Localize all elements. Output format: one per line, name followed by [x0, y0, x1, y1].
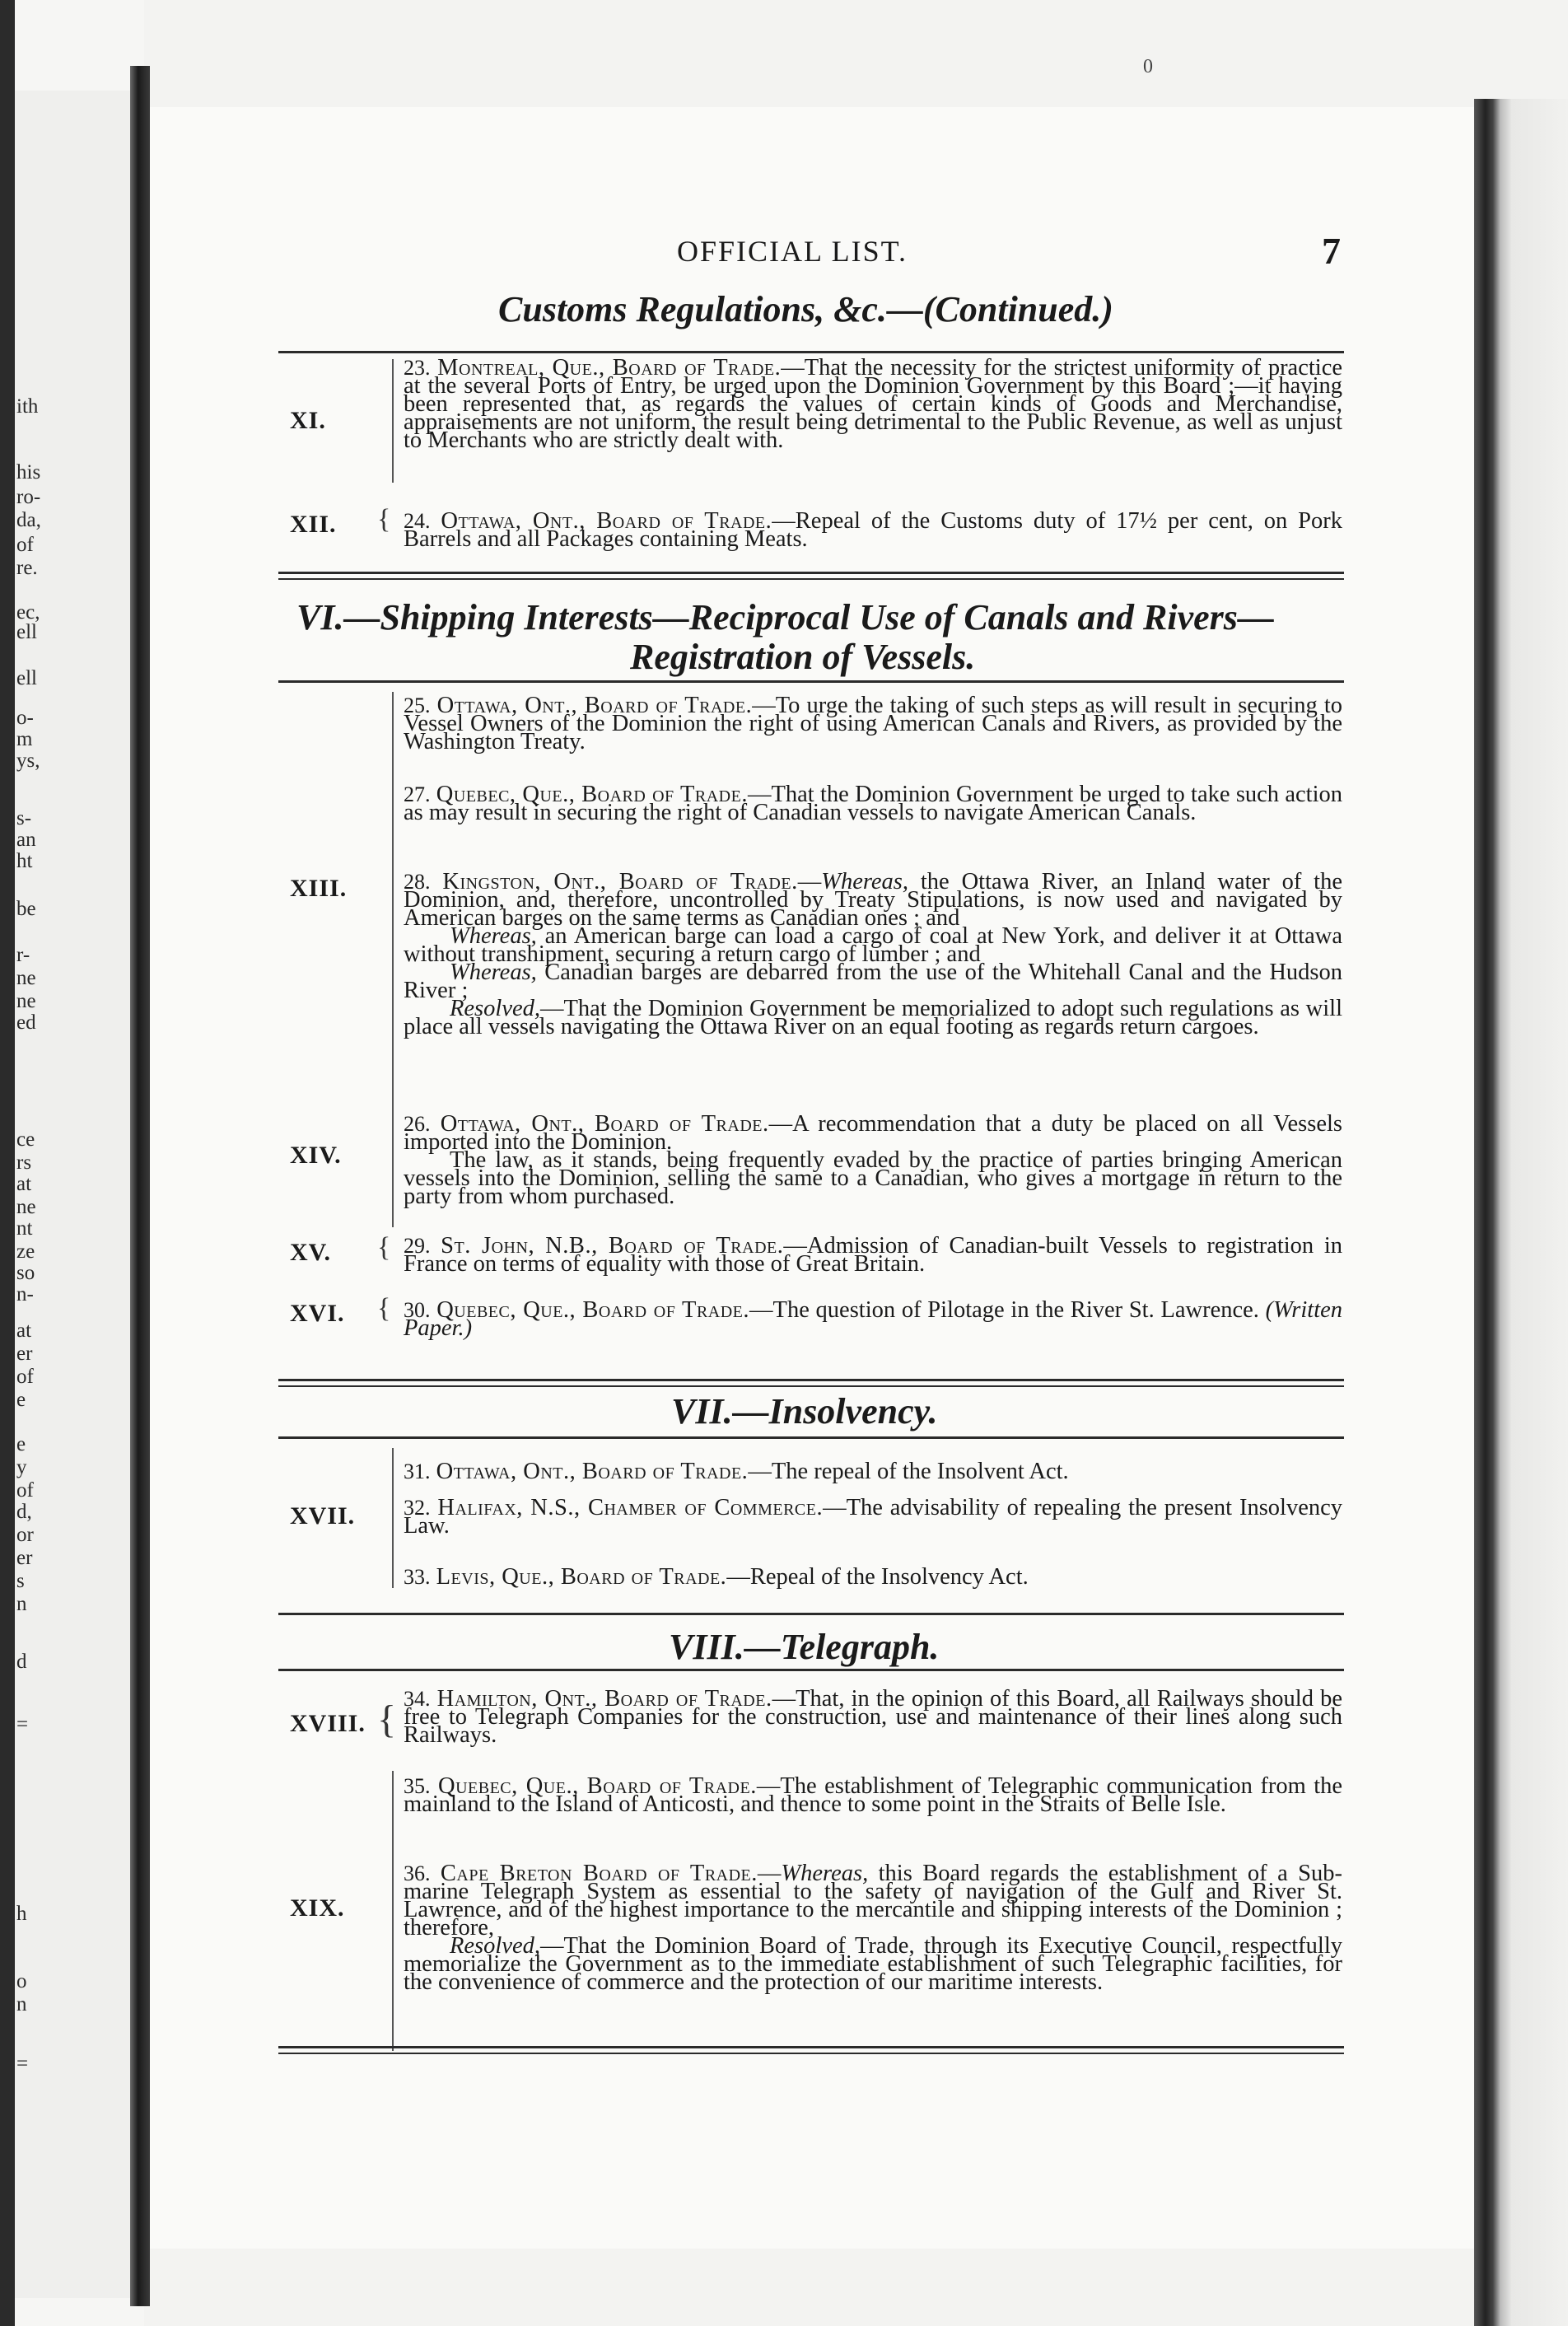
prev-page-text-fragment: s [16, 1570, 25, 1592]
resolution-entry: 33. Levis, Que., Board of Trade.—Repeal of the Insolvency Act. [404, 1564, 1029, 1590]
prev-page-text-fragment: or [16, 1524, 34, 1546]
prev-page-text-fragment: his [16, 461, 41, 483]
group-numeral: XI. [290, 407, 326, 434]
prev-page-text-fragment: e [16, 1389, 26, 1411]
section-title-shipping: VI.—Shipping Interests—Reciprocal Use of Canals and Rivers— [296, 597, 1274, 638]
prev-page-text-fragment: er [16, 1547, 33, 1569]
prev-page-text-fragment: rs [16, 1151, 32, 1174]
section-title-telegraph: VIII.—Telegraph. [669, 1627, 940, 1667]
section-title-customs: Customs Regulations, &c.—(Continued.) [498, 289, 1113, 329]
group-numeral: XVII. [290, 1502, 356, 1530]
brace-icon: { [377, 1232, 391, 1263]
prev-page-text-fragment: d, [16, 1501, 32, 1523]
brace-icon: { [377, 1698, 397, 1741]
resolution-entry: 31. Ottawa, Ont., Board of Trade.—The repeal of the Insolvent Act. [404, 1459, 1069, 1484]
book-spine [130, 66, 150, 2306]
group-numeral: XII. [290, 511, 337, 538]
prev-page-text-fragment: n- [16, 1283, 34, 1305]
prev-page-text-fragment: ec, [16, 601, 40, 624]
section-title-insolvency: VII.—Insolvency. [671, 1391, 938, 1432]
rule [278, 1436, 1344, 1439]
resolution-entry: 36. Cape Breton Board of Trade.—Whereas, this Board regards the establishment of a Sub-marine Telegraph System as essential to the safety of navigation of the Gulf and River St. Lawrence, and of the highest importance to the mercantile and shipping interests of the Dominion ; therefore, Resolved,—That the Dominion Board of Trade, through its Executive Council, respectfully memorialize the Government as to the immediate establishment of such Telegraphic facilities, for the convenience of commerce and the protection of our maritime interests. [404, 1861, 1343, 1995]
rule [278, 680, 1344, 683]
brace-line [392, 1771, 394, 2051]
brace-line [392, 1104, 394, 1227]
prev-page-text-fragment: o- [16, 707, 34, 729]
prev-page-text-fragment: y [16, 1456, 27, 1478]
group-numeral: XV. [290, 1239, 331, 1266]
prev-page-text-fragment: = [16, 2053, 29, 2075]
prev-page-text-fragment: of [16, 1366, 34, 1388]
rule [278, 572, 1344, 574]
prev-page-text-fragment: er [16, 1343, 33, 1365]
prev-page-text-fragment: re. [16, 557, 38, 579]
previous-page-fragment [15, 91, 130, 2298]
prev-page-text-fragment: m [16, 728, 33, 750]
group-numeral: XIII. [290, 875, 348, 902]
prev-page-text-fragment: ne [16, 1196, 36, 1218]
prev-page-text-fragment: ze [16, 1240, 35, 1263]
prev-page-text-fragment: ell [16, 621, 37, 643]
rule [278, 578, 1344, 580]
group-numeral: XVI. [290, 1300, 345, 1327]
prev-page-text-fragment: = [16, 1713, 29, 1735]
section-title-shipping-line2: Registration of Vessels. [630, 637, 976, 677]
rule [278, 1669, 1344, 1671]
brace-icon: { [377, 1293, 391, 1324]
resolution-entry: 24. Ottawa, Ont., Board of Trade.—Repeal of the Customs duty of 17½ per cent, on Pork Barrels and all Packages containing Meats. [404, 508, 1343, 552]
prev-page-text-fragment: nt [16, 1217, 33, 1240]
prev-page-text-fragment: s- [16, 807, 32, 829]
prev-page-text-fragment: at [16, 1319, 32, 1342]
brace-line [392, 1448, 394, 1588]
brace-line [392, 359, 394, 483]
prev-page-text-fragment: o [16, 1970, 27, 1992]
prev-page-text-fragment: ell [16, 667, 37, 689]
prev-page-text-fragment: be [16, 898, 36, 920]
group-numeral: XIV. [290, 1142, 342, 1169]
resolution-entry: 34. Hamilton, Ont., Board of Trade.—That, in the opinion of this Board, all Railways should be free to Telegraph Companies for the construction, use and maintenance of their lines along such Railways. [404, 1686, 1342, 1748]
prev-page-text-fragment: ce [16, 1128, 35, 1151]
rule [278, 2046, 1344, 2048]
prev-page-text-fragment: ne [16, 990, 36, 1012]
prev-page-text-fragment: h [16, 1903, 27, 1925]
prev-page-text-fragment: r- [16, 944, 30, 966]
prev-page-text-fragment: ne [16, 967, 36, 989]
book-left-edge [0, 0, 15, 2326]
rule [278, 2053, 1344, 2054]
page-number: 7 [1322, 230, 1341, 272]
prev-page-text-fragment: at [16, 1173, 32, 1195]
group-numeral: XVIII. [290, 1710, 366, 1737]
prev-page-text-fragment: ed [16, 1011, 36, 1034]
resolution-entry: 28. Kingston, Ont., Board of Trade.—Whereas, the Ottawa River, an Inland water of the Dominion, and, therefore, uncontrolled by Treaty Stipulations, is now used and navigated by American barges on the same terms as Canadian ones ; and Whereas, an American barge can load a cargo of coal at New York, and deliver it at Ottawa without transhipment, securing a return cargo of lumber ; and Whereas, Canadian barges are debarred from the use of the Whitehall Canal and the Hudson River ; Resolved,—That the Dominion Government be memorialized to adopt such regulations as will place all vessels navigating the Ottawa River on an equal footing as regards return cargoes. [404, 869, 1343, 1039]
prev-page-text-fragment: of [16, 534, 34, 556]
prev-page-text-fragment: ro- [16, 486, 41, 508]
prev-page-text-fragment: d [16, 1651, 27, 1673]
resolution-entry: 32. Halifax, N.S., Chamber of Commerce.—The advisability of repealing the present Insolvency Law. [404, 1495, 1342, 1539]
prev-page-text-fragment: da, [16, 509, 41, 531]
resolution-entry: 25. Ottawa, Ont., Board of Trade.—To urge the taking of such steps as will result in securing to Vessel Owners of the Dominion the right of using American Canals and Rivers, as provided by the Washington Treaty. [404, 693, 1343, 754]
prev-page-text-fragment: so [16, 1262, 35, 1284]
prev-page-text-fragment: ith [16, 395, 39, 418]
prev-page-text-fragment: of [16, 1479, 34, 1502]
resolution-entry: 26. Ottawa, Ont., Board of Trade.—A recommendation that a duty be placed on all Vessels imported into the Dominion. The law, as it stands, being frequently evaded by the practice of parties bringing American vessels into the Dominion, selling the same to a Canadian, who gives a mortgage in return to the party from whom purchased. [404, 1111, 1342, 1209]
resolution-entry: 23. Montreal, Que., Board of Trade.—That the necessity for the strictest uniformity of practice at the several Ports of Entry, be urged upon the Dominion Government by this Board ;—it having been represented that, as regards the values of certain kinds of Goods and Merchandise, appraisements are not uniform, the result being detrimental to the Public Revenue, as well as unjust to Merchants who are strictly dealt with. [404, 355, 1342, 453]
brace-icon: { [377, 504, 391, 535]
group-numeral: XIX. [290, 1894, 345, 1922]
prev-page-text-fragment: ys, [16, 750, 40, 772]
scan-mark: 0 [1143, 56, 1153, 77]
resolution-entry: 27. Quebec, Que., Board of Trade.—That the Dominion Government be urged to take such action as may result in securing the right of Canadian vessels to navigate American Canals. [404, 782, 1342, 825]
prev-page-text-fragment: n [16, 1593, 27, 1615]
resolution-entry: 29. St. John, N.B., Board of Trade.—Admission of Canadian-built Vessels to registration in France on terms of equality with those of Great Britain. [404, 1233, 1343, 1277]
running-header: OFFICIAL LIST. [677, 235, 908, 268]
book-right-edge [1474, 99, 1568, 2326]
prev-page-text-fragment: n [16, 1993, 27, 2015]
prev-page-text-fragment: an [16, 829, 36, 851]
rule [278, 1379, 1344, 1381]
rule [278, 351, 1344, 353]
prev-page-text-fragment: e [16, 1433, 26, 1455]
rule [278, 1613, 1344, 1615]
resolution-entry: 30. Quebec, Que., Board of Trade.—The question of Pilotage in the River St. Lawrence. (Written Paper.) [404, 1297, 1343, 1341]
prev-page-text-fragment: ht [16, 850, 33, 872]
resolution-entry: 35. Quebec, Que., Board of Trade.—The establishment of Telegraphic communication from the mainland to the Island of Anticosti, and thence to some point in the Straits of Belle Isle. [404, 1773, 1343, 1817]
brace-line [392, 692, 394, 1120]
rule [278, 1385, 1344, 1387]
